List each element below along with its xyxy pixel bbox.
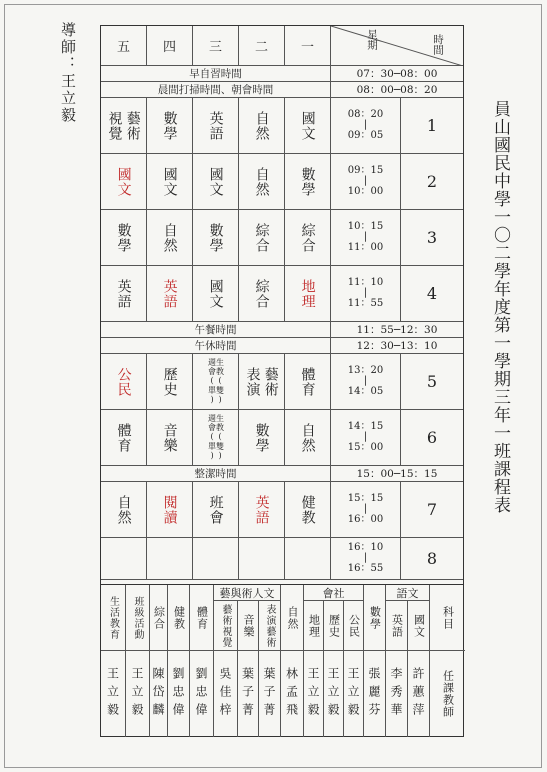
period-number: 2 bbox=[401, 154, 463, 210]
footer-teacher-name: 劉忠偉 bbox=[171, 667, 185, 721]
subject-label: 英語 bbox=[161, 278, 178, 309]
subject-label: 閱讀 bbox=[161, 494, 178, 525]
footer-subject-label: 歷史 bbox=[327, 613, 341, 638]
class-cell bbox=[285, 98, 331, 154]
period-time bbox=[331, 154, 401, 210]
footer-subject bbox=[214, 601, 238, 651]
subject-label: 歷史 bbox=[161, 366, 178, 397]
subject-label: 公民 bbox=[115, 366, 132, 397]
footer-subject-label: 班級活動 bbox=[132, 595, 143, 640]
subject-label: 英語 bbox=[115, 278, 132, 309]
footer-subject-label: 音樂 bbox=[242, 613, 255, 638]
time-separator: | bbox=[363, 503, 368, 515]
footer-teacher-name: 王立毅 bbox=[346, 667, 360, 721]
footer-teacher bbox=[386, 651, 408, 737]
footer-teacher bbox=[430, 651, 465, 737]
class-cell bbox=[147, 98, 193, 154]
time-separator: | bbox=[363, 552, 368, 564]
footer-teacher-name: 陳岱麟 bbox=[151, 667, 165, 721]
class-cell bbox=[147, 410, 193, 466]
class-cell bbox=[101, 210, 147, 266]
class-cell bbox=[193, 266, 239, 322]
class-cell bbox=[285, 410, 331, 466]
arts-group-header: 藝與術人文 bbox=[214, 585, 281, 601]
footer-subject bbox=[344, 601, 364, 651]
class-cell bbox=[239, 410, 285, 466]
corner-time-label: 時間 bbox=[432, 34, 444, 55]
subject-label: 國文 bbox=[207, 166, 224, 197]
special-row-time: 08：00─08：20 bbox=[331, 82, 463, 98]
class-cell bbox=[147, 538, 193, 580]
period-end: 16：00 bbox=[347, 513, 384, 525]
footer-teacher bbox=[150, 651, 168, 737]
period-start: 13：20 bbox=[347, 364, 384, 376]
class-cell bbox=[147, 210, 193, 266]
period-time bbox=[331, 98, 401, 154]
footer-subject bbox=[101, 585, 126, 651]
class-cell bbox=[147, 482, 193, 538]
language-group-header: 語文 bbox=[386, 585, 430, 601]
period-number: 5 bbox=[401, 354, 463, 410]
footer-subject bbox=[238, 601, 259, 651]
class-cell bbox=[101, 410, 147, 466]
class-cell bbox=[285, 354, 331, 410]
subject-label: 自然 bbox=[253, 110, 270, 141]
footer-subject-label: 英語 bbox=[390, 613, 404, 638]
footer-teacher-name: 許蕙萍 bbox=[411, 667, 425, 721]
period-number: 3 bbox=[401, 210, 463, 266]
period-end: 09：05 bbox=[347, 129, 384, 141]
class-cell bbox=[239, 538, 285, 580]
subject-label: 數學 bbox=[253, 422, 270, 453]
period-end: 10：00 bbox=[347, 185, 384, 197]
class-cell bbox=[239, 482, 285, 538]
class-cell bbox=[193, 538, 239, 580]
class-cell bbox=[193, 98, 239, 154]
subject-label: 體育 bbox=[115, 422, 132, 453]
period-start: 08：20 bbox=[347, 108, 384, 120]
footer-subject bbox=[386, 601, 408, 651]
class-cell bbox=[239, 266, 285, 322]
subject-label: 英語 bbox=[253, 494, 270, 525]
footer-subject-label: 表演藝術 bbox=[264, 603, 275, 648]
subject-label: 生教(雙) 週會(單) bbox=[207, 358, 225, 405]
footer-subject bbox=[430, 585, 465, 651]
day-header: 四 bbox=[147, 26, 193, 66]
subject-label: 自然 bbox=[115, 494, 132, 525]
footer-subject-label: 體育 bbox=[195, 605, 209, 630]
class-cell bbox=[147, 154, 193, 210]
footer-teacher-name: 任課教師 bbox=[441, 670, 455, 718]
timetable bbox=[100, 25, 464, 585]
class-cell bbox=[239, 354, 285, 410]
subject-label: 藝術 視覺 bbox=[106, 110, 141, 141]
footer-subject bbox=[126, 585, 150, 651]
period-start: 14：15 bbox=[347, 420, 384, 432]
footer-subject-label: 地理 bbox=[307, 613, 321, 638]
subject-label: 自然 bbox=[253, 166, 270, 197]
footer-teacher bbox=[364, 651, 386, 737]
subject-label: 數學 bbox=[115, 222, 132, 253]
special-row-label: 午餐時間 bbox=[101, 322, 331, 338]
special-row-label: 晨間打掃時間、朝會時間 bbox=[101, 82, 331, 98]
period-time bbox=[331, 354, 401, 410]
footer-teacher-name: 葉子菁 bbox=[240, 667, 255, 721]
footer-teacher bbox=[408, 651, 430, 737]
period-number: 1 bbox=[401, 98, 463, 154]
class-cell bbox=[147, 354, 193, 410]
footer-subject-label: 綜合 bbox=[152, 605, 166, 630]
class-cell bbox=[101, 154, 147, 210]
footer-subject bbox=[324, 601, 344, 651]
subject-label: 國文 bbox=[161, 166, 178, 197]
period-number: 8 bbox=[401, 538, 463, 580]
day-header: 二 bbox=[239, 26, 285, 66]
social-group-header: 會社 bbox=[304, 585, 364, 601]
footer-subject-label: 科目 bbox=[441, 605, 455, 630]
footer-subject-label: 數學 bbox=[368, 605, 382, 630]
footer-teacher bbox=[190, 651, 214, 737]
subject-label: 數學 bbox=[161, 110, 178, 141]
period-time bbox=[331, 266, 401, 322]
footer-teacher-name: 林孟飛 bbox=[284, 667, 299, 721]
footer-teacher bbox=[238, 651, 259, 737]
footer-teacher bbox=[259, 651, 281, 737]
footer-teacher bbox=[214, 651, 238, 737]
footer-subject bbox=[304, 601, 324, 651]
subject-label: 國文 bbox=[115, 166, 132, 197]
footer-teacher-name: 葉子菁 bbox=[262, 667, 276, 721]
period-end: 11：55 bbox=[347, 297, 384, 309]
period-start: 16：10 bbox=[347, 541, 384, 553]
subject-label: 數學 bbox=[299, 166, 316, 197]
period-end: 16：55 bbox=[347, 562, 384, 574]
footer-teacher bbox=[344, 651, 364, 737]
day-header: 五 bbox=[101, 26, 147, 66]
class-cell bbox=[101, 482, 147, 538]
subject-label: 地理 bbox=[299, 278, 316, 309]
period-start: 15：15 bbox=[347, 492, 384, 504]
footer-teacher bbox=[168, 651, 190, 737]
class-cell bbox=[193, 410, 239, 466]
subject-label: 生教(雙) 週會(單) bbox=[207, 414, 225, 461]
class-cell bbox=[193, 154, 239, 210]
corner-day-label: 星期 bbox=[366, 29, 378, 50]
special-row-time: 15：00─15：15 bbox=[331, 466, 463, 482]
footer-teacher-name: 王立毅 bbox=[130, 667, 144, 721]
class-cell bbox=[101, 354, 147, 410]
footer-subject bbox=[190, 585, 214, 651]
homeroom-teacher: 導師：王立毅 bbox=[59, 22, 77, 124]
time-separator: | bbox=[363, 175, 368, 187]
class-cell bbox=[193, 354, 239, 410]
subject-label: 數學 bbox=[207, 222, 224, 253]
footer-subject bbox=[168, 585, 190, 651]
footer-subject-label: 健教 bbox=[172, 605, 186, 630]
footer-teacher-name: 吳佳梓 bbox=[218, 667, 232, 721]
time-separator: | bbox=[363, 231, 368, 243]
subject-label: 綜合 bbox=[253, 222, 270, 253]
footer-subject-label: 藝術視覺 bbox=[220, 603, 231, 648]
footer-subject bbox=[150, 585, 168, 651]
footer-subject-label: 生活教育 bbox=[107, 595, 119, 640]
footer-teacher bbox=[304, 651, 324, 737]
special-row-label: 整潔時間 bbox=[101, 466, 331, 482]
footer-subject-label: 自然 bbox=[286, 605, 299, 630]
special-row-label: 早自習時間 bbox=[101, 66, 331, 82]
page-title: 員山國民中學一〇二學年度第一學期三年一班課程表 bbox=[490, 100, 510, 514]
class-cell bbox=[101, 538, 147, 580]
subject-label: 綜合 bbox=[253, 278, 270, 309]
subject-label: 綜合 bbox=[299, 222, 316, 253]
footer-teacher bbox=[101, 651, 126, 737]
time-separator: | bbox=[363, 287, 368, 299]
period-number: 4 bbox=[401, 266, 463, 322]
subject-label: 健教 bbox=[299, 494, 316, 525]
class-cell bbox=[285, 482, 331, 538]
period-number: 6 bbox=[401, 410, 463, 466]
time-separator: | bbox=[363, 431, 368, 443]
special-row-time: 07：30─08：00 bbox=[331, 66, 463, 82]
period-end: 11：00 bbox=[347, 241, 384, 253]
subject-label: 班會 bbox=[207, 494, 224, 525]
footer-subject-label: 公民 bbox=[347, 613, 361, 638]
class-cell bbox=[101, 98, 147, 154]
class-cell bbox=[101, 266, 147, 322]
footer-teacher-name: 李秀華 bbox=[389, 667, 403, 721]
subject-label: 體育 bbox=[299, 366, 316, 397]
day-header: 一 bbox=[285, 26, 331, 66]
footer-teacher bbox=[126, 651, 150, 737]
subject-label: 自然 bbox=[161, 222, 178, 253]
subject-label: 音樂 bbox=[161, 422, 178, 453]
period-time bbox=[331, 482, 401, 538]
class-cell bbox=[147, 266, 193, 322]
period-start: 10：15 bbox=[347, 220, 384, 232]
class-cell bbox=[239, 98, 285, 154]
subject-label: 國文 bbox=[207, 278, 224, 309]
class-cell bbox=[239, 210, 285, 266]
subject-label: 英語 bbox=[207, 110, 224, 141]
class-cell bbox=[285, 154, 331, 210]
period-end: 15：00 bbox=[347, 441, 384, 453]
footer-subject bbox=[259, 601, 281, 651]
period-time bbox=[331, 410, 401, 466]
class-cell bbox=[239, 154, 285, 210]
time-separator: | bbox=[363, 119, 368, 131]
class-cell bbox=[285, 538, 331, 580]
teacher-table bbox=[100, 585, 464, 737]
footer-teacher-name: 王立毅 bbox=[105, 667, 120, 721]
footer-teacher bbox=[281, 651, 304, 737]
footer-teacher-name: 王立毅 bbox=[326, 667, 340, 721]
subject-label: 藝術 表演 bbox=[244, 366, 279, 397]
class-cell bbox=[285, 266, 331, 322]
class-cell bbox=[285, 210, 331, 266]
class-cell bbox=[193, 482, 239, 538]
period-time bbox=[331, 538, 401, 580]
subject-label: 國文 bbox=[299, 110, 316, 141]
period-start: 11：10 bbox=[347, 276, 384, 288]
footer-subject bbox=[364, 585, 386, 651]
footer-teacher-name: 張麗芬 bbox=[367, 667, 381, 721]
period-end: 14：05 bbox=[347, 385, 384, 397]
special-row-label: 午休時間 bbox=[101, 338, 331, 354]
day-header: 三 bbox=[193, 26, 239, 66]
footer-subject bbox=[408, 601, 430, 651]
special-row-time: 11：55─12：30 bbox=[331, 322, 463, 338]
special-row-time: 12：30─13：10 bbox=[331, 338, 463, 354]
footer-teacher-name: 王立毅 bbox=[306, 667, 320, 721]
period-time bbox=[331, 210, 401, 266]
footer-teacher-name: 劉忠偉 bbox=[194, 667, 208, 721]
subject-label: 自然 bbox=[299, 422, 316, 453]
footer-subject-label: 國文 bbox=[412, 613, 426, 638]
time-separator: | bbox=[363, 375, 368, 387]
corner-header bbox=[331, 26, 463, 66]
footer-teacher bbox=[324, 651, 344, 737]
period-start: 09：15 bbox=[347, 164, 384, 176]
class-cell bbox=[193, 210, 239, 266]
period-number: 7 bbox=[401, 482, 463, 538]
footer-subject bbox=[281, 585, 304, 651]
